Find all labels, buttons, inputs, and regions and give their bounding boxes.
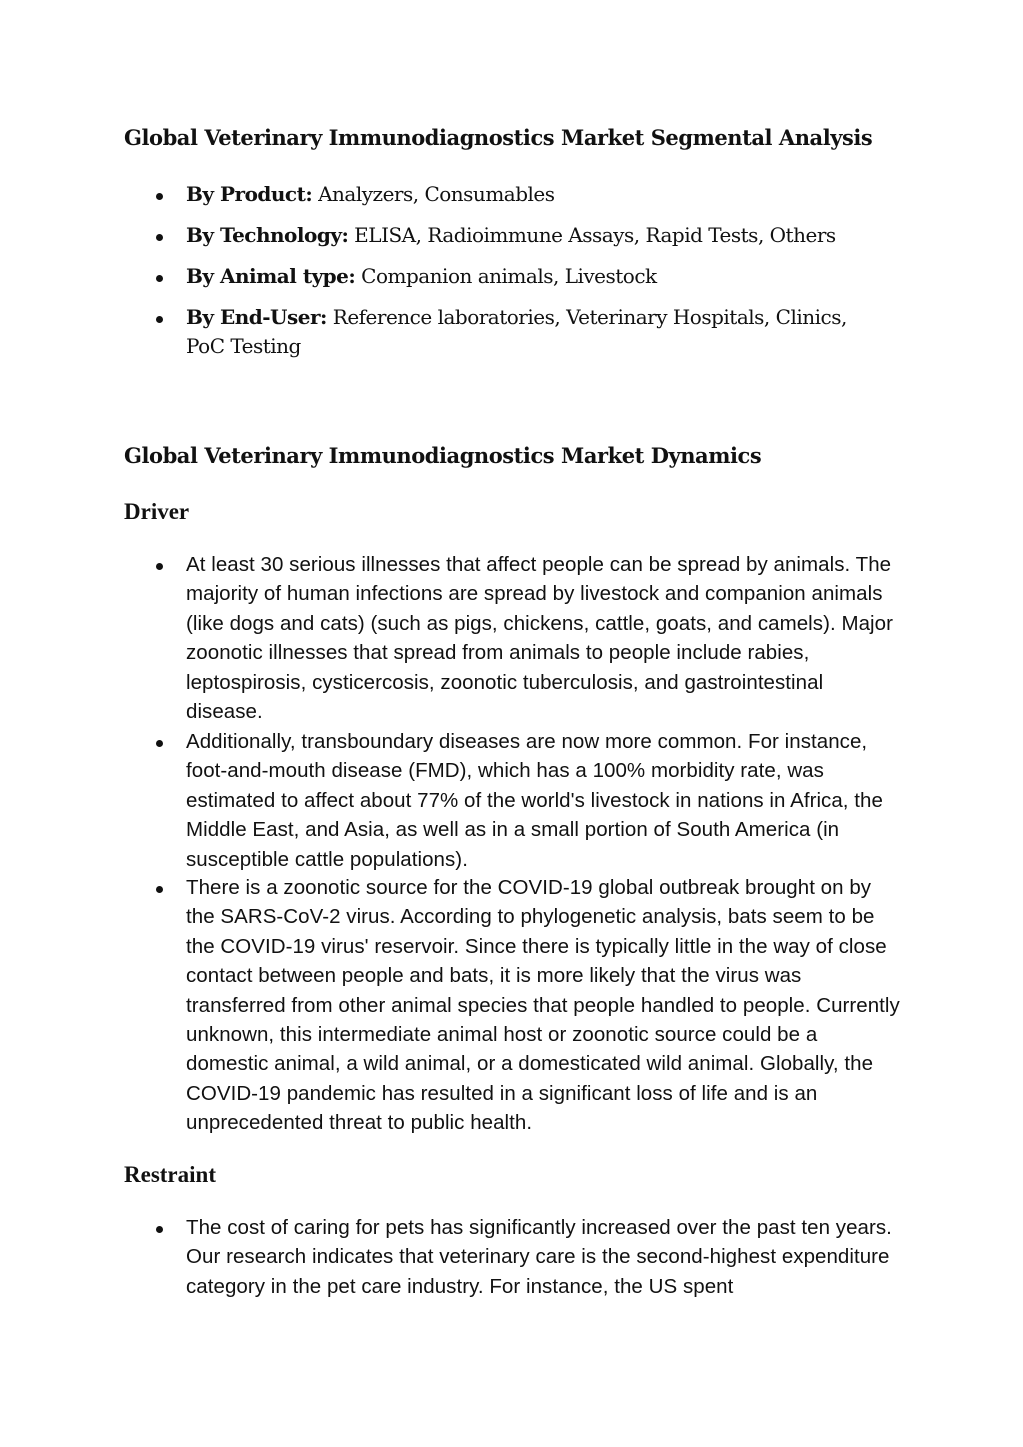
restraint-item: The cost of caring for pets has significantly increased over the past ten years. Our research indicates that veterinary care is the second-highest expenditure category in the pet care industry. For instance, the US spent [186, 1216, 892, 1298]
bullet-icon [156, 234, 163, 241]
segment-values: ELISA, Radioimmune Assays, Rapid Tests, Others [348, 223, 836, 247]
bullet-icon [156, 275, 163, 282]
segment-label: By End-User: [186, 305, 327, 329]
driver-item: At least 30 serious illnesses that affect people can be spread by animals. The majority of human infections are spread by livestock and companion animals (like dogs and cats) (such as pigs, chickens, cattle, goats, and camels). Major zoonotic illnesses that spread from animals to people include rabies, leptospirosis, cysticercosis, zoonotic tuberculosis, and gastrointestinal disease. [186, 553, 893, 724]
segmental-analysis-heading: Global Veterinary Immunodiagnostics Market Segmental Analysis [124, 125, 873, 150]
segment-values: Analyzers, Consumables [312, 182, 555, 206]
bullet-icon [156, 193, 163, 200]
driver-item: There is a zoonotic source for the COVID-19 global outbreak brought on by the SARS-CoV-2 virus. According to phylogenetic analysis, bats seem to be the COVID-19 virus' reservoir. Since there is typically little in the way of close contact between people and bats, it is more likely that the virus was transferred from other animal species that people handled to people. Currently unknown, this intermediate animal host or zoonotic source could be a domestic animal, a wild animal, or a domesticated wild animal. Globally, the COVID-19 pandemic has resulted in a significant loss of life and is an unprecedented threat to public health. [186, 876, 900, 1135]
segment-label: By Product: [186, 182, 313, 206]
segment-values: Reference laboratories, Veterinary Hospitals, Clinics, PoC Testing [186, 305, 847, 358]
driver-item: Additionally, transboundary diseases are now more common. For instance, foot-and-mouth disease (FMD), which has a 100% morbidity rate, was estimated to affect about 77% of the world's livestock in nations in Africa, the Middle East, and Asia, as well as in a small portion of South America (in susceptible cattle populations). [186, 730, 883, 871]
bullet-icon [156, 316, 163, 323]
driver-heading: Driver [124, 499, 190, 524]
bullet-icon [156, 886, 163, 893]
bullet-icon [156, 1226, 163, 1233]
segment-label: By Animal type: [186, 264, 356, 288]
segment-item-end-user [186, 303, 886, 361]
bullet-icon [156, 740, 163, 747]
segment-item-product [186, 180, 886, 209]
segment-item-animal-type [186, 262, 886, 291]
segment-item-technology [186, 221, 886, 250]
segment-values: Companion animals, Livestock [355, 264, 657, 288]
segment-label: By Technology: [186, 223, 349, 247]
bullet-icon [156, 563, 163, 570]
restraint-heading: Restraint [124, 1162, 216, 1187]
market-dynamics-heading: Global Veterinary Immunodiagnostics Market Dynamics [124, 443, 762, 468]
